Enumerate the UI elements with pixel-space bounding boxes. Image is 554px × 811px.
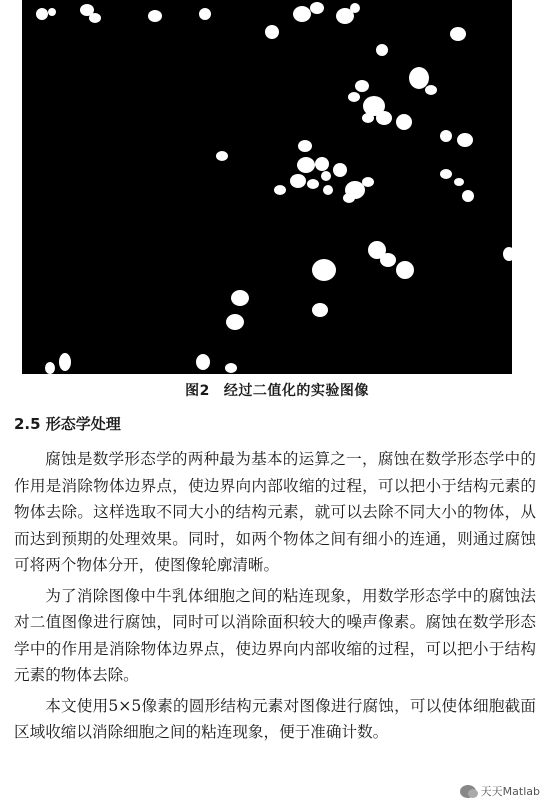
binary-image-figure <box>22 0 512 374</box>
figure-caption <box>0 380 554 400</box>
watermark <box>460 783 540 799</box>
section-heading: 2.5 形态学处理 <box>14 415 121 433</box>
paragraph-structuring-element: 本文使用5×5像素的圆形结构元素对图像进行腐蚀，可以使体细胞截面区域收缩以消除细胞之间的粘连现象，便于准确计数。 <box>14 696 536 741</box>
watermark-text: 天天Matlab <box>480 785 540 798</box>
wechat-icon <box>460 785 476 798</box>
article-body <box>14 446 536 750</box>
paragraph-erosion-definition: 腐蚀是数学形态学的两种最为基本的运算之一，腐蚀在数学形态学中的作用是消除物体边界点，使边界向内部收缩的过程，可以把小于结构元素的物体去除。这样选取不同大小的结构元素，就可以去除不同大小的物体，从而达到预期的处理效果。同时，如两个物体之间有细小的连通，则通过腐蚀可将两个物体分开，使图像轮廓清晰。 <box>14 450 536 574</box>
paragraph-erosion-purpose: 为了消除图像中牛乳体细胞之间的粘连现象，用数学形态学中的腐蚀法对二值图像进行腐蚀，同时可以消除面积较大的噪声像素。腐蚀在数学形态学中的作用是消除物体边界点，使边界向内部收缩的过程，可以把小于结构元素的物体去除。 <box>14 586 536 684</box>
figure-caption-text: 经过二值化的实验图像 <box>223 383 369 399</box>
binarized-cell-image <box>22 0 512 374</box>
figure-caption-number: 图2 <box>185 383 210 399</box>
